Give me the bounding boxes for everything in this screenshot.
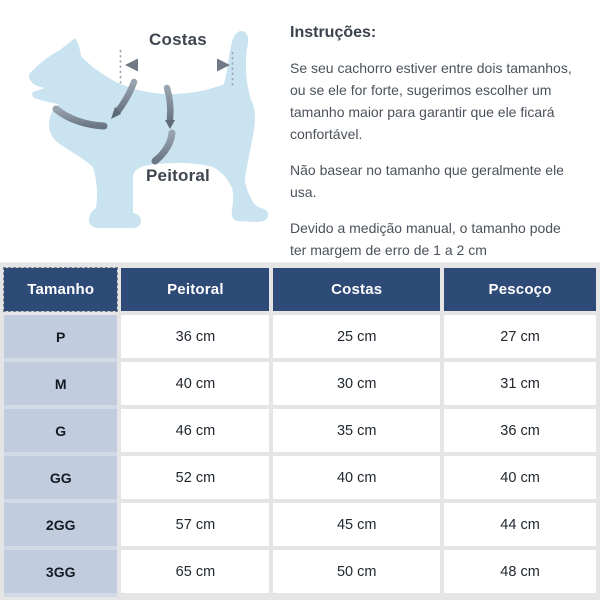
costas-value: 40 cm bbox=[273, 456, 440, 499]
sizing-guide-header bbox=[0, 0, 600, 262]
peitoral-measure-label: Peitoral bbox=[146, 166, 210, 185]
pescoco-value: 27 cm bbox=[444, 315, 596, 358]
dog-silhouette bbox=[29, 31, 268, 228]
instructions-paragraph: Se seu cachorro estiver entre dois tamanhos, ou se ele for forte, sugerimos escolher um tamanho maior para garantir que ele ficará confortável. bbox=[290, 60, 572, 142]
costas-measure-label: Costas bbox=[149, 30, 207, 49]
row-label: GG bbox=[4, 456, 117, 499]
col-header-pescoco: Pescoço bbox=[444, 268, 596, 311]
size-table bbox=[4, 268, 596, 593]
costas-value: 50 cm bbox=[273, 550, 440, 593]
pescoco-value: 31 cm bbox=[444, 362, 596, 405]
peitoral-value: 36 cm bbox=[121, 315, 269, 358]
col-header-peitoral: Peitoral bbox=[121, 268, 269, 311]
row-label: P bbox=[4, 315, 117, 358]
costas-value: 30 cm bbox=[273, 362, 440, 405]
row-label: 3GG bbox=[4, 550, 117, 593]
pescoco-value: 40 cm bbox=[444, 456, 596, 499]
row-label: M bbox=[4, 362, 117, 405]
costas-value: 35 cm bbox=[273, 409, 440, 452]
peitoral-value: 52 cm bbox=[121, 456, 269, 499]
pescoco-value: 36 cm bbox=[444, 409, 596, 452]
size-table-section bbox=[0, 262, 600, 600]
pescoco-value: 48 cm bbox=[444, 550, 596, 593]
col-header-costas: Costas bbox=[273, 268, 440, 311]
instructions-panel bbox=[290, 24, 592, 275]
instructions-paragraph: Devido a medição manual, o tamanho pode ter margem de erro de 1 a 2 cm bbox=[290, 220, 561, 258]
costas-value: 45 cm bbox=[273, 503, 440, 546]
harness-chest-strap bbox=[167, 88, 170, 119]
peitoral-value: 46 cm bbox=[121, 409, 269, 452]
col-header-tamanho: Tamanho bbox=[4, 268, 117, 311]
instructions-title: Instruções: bbox=[290, 24, 377, 41]
costas-value: 25 cm bbox=[273, 315, 440, 358]
costas-measure-arrow-icon bbox=[125, 59, 230, 72]
pescoco-value: 44 cm bbox=[444, 503, 596, 546]
peitoral-value: 65 cm bbox=[121, 550, 269, 593]
peitoral-value: 40 cm bbox=[121, 362, 269, 405]
row-label: G bbox=[4, 409, 117, 452]
peitoral-value: 57 cm bbox=[121, 503, 269, 546]
row-label: 2GG bbox=[4, 503, 117, 546]
instructions-paragraph: Não basear no tamanho que geralmente ele usa. bbox=[290, 162, 564, 200]
